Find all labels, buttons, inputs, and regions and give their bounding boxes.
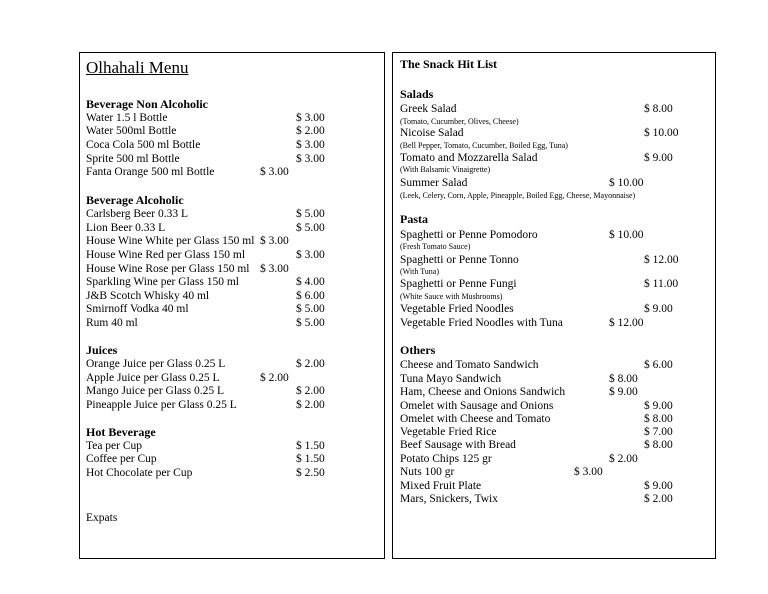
item-name: Beef Sausage with Bread xyxy=(400,439,516,451)
item-price: $ 9.00 xyxy=(644,400,673,412)
item-name: House Wine Rose per Glass 150 ml xyxy=(86,263,250,275)
item-price: $ 8.00 xyxy=(644,103,673,115)
section-heading-alcoholic: Beverage Alcoholic xyxy=(86,193,184,207)
item-description: (White Sauce with Mushrooms) xyxy=(400,292,503,301)
item-name: Nuts 100 gr xyxy=(400,466,455,478)
item-name: J&B Scotch Whisky 40 ml xyxy=(86,290,210,302)
item-name: Tomato and Mozzarella Salad xyxy=(400,152,538,164)
item-price: $ 8.00 xyxy=(609,373,638,385)
item-name: Carlsberg Beer 0.33 L xyxy=(86,208,188,220)
item-price: $ 2.00 xyxy=(609,453,638,465)
item-name: Summer Salad xyxy=(400,177,468,189)
item-name: Omelet with Cheese and Tomato xyxy=(400,413,551,425)
item-name: Lion Beer 0.33 L xyxy=(86,222,166,234)
item-description: (Leek, Celery, Corn, Apple, Pineapple, Boiled Egg, Cheese, Mayonnaise) xyxy=(400,191,636,200)
item-price: $ 2.00 xyxy=(644,493,673,505)
item-name: Mixed Fruit Plate xyxy=(400,480,482,492)
item-description: (Bell Pepper, Tomato, Cucumber, Boiled Egg, Tuna) xyxy=(400,141,568,150)
item-name: House Wine Red per Glass 150 ml xyxy=(86,249,246,261)
item-name: Tea per Cup xyxy=(86,440,143,452)
item-price: $ 2.00 xyxy=(296,125,325,137)
item-price: $ 3.00 xyxy=(296,153,325,165)
item-price: $ 9.00 xyxy=(644,480,673,492)
section-heading-others: Others xyxy=(400,343,436,357)
item-price: $ 1.50 xyxy=(296,453,325,465)
item-price: $ 3.00 xyxy=(260,166,289,178)
item-description: (Fresh Tomato Sauce) xyxy=(400,242,471,251)
section-heading-non-alcoholic: Beverage Non Alcoholic xyxy=(86,97,208,111)
item-price: $ 9.00 xyxy=(609,386,638,398)
item-price: $ 2.00 xyxy=(296,358,325,370)
item-description: (Tomato, Cucumber, Olives, Cheese) xyxy=(400,117,519,126)
item-name: Coffee per Cup xyxy=(86,453,157,465)
item-name: Sparkling Wine per Glass 150 ml xyxy=(86,276,239,288)
item-price: $ 2.00 xyxy=(260,372,289,384)
item-name: Rum 40 ml xyxy=(86,317,138,329)
item-name: Tuna Mayo Sandwich xyxy=(400,373,502,385)
item-name: Ham, Cheese and Onions Sandwich xyxy=(400,386,566,398)
item-name: Water 500ml Bottle xyxy=(86,125,177,137)
item-price: $ 5.00 xyxy=(296,317,325,329)
item-description: (With Balsamic Vinaigrette) xyxy=(400,165,491,174)
item-price: $ 3.00 xyxy=(296,249,325,261)
item-price: $ 3.00 xyxy=(260,263,289,275)
item-name: Water 1.5 l Bottle xyxy=(86,112,168,124)
snack-list-title: The Snack Hit List xyxy=(400,57,498,71)
item-name: Vegetable Fried Noodles with Tuna xyxy=(400,317,563,329)
item-name: House Wine White per Glass 150 ml xyxy=(86,235,255,247)
item-price: $ 1.50 xyxy=(296,440,325,452)
item-price: $ 8.00 xyxy=(644,439,673,451)
item-price: $ 6.00 xyxy=(296,290,325,302)
item-price: $ 5.00 xyxy=(296,208,325,220)
item-name: Orange Juice per Glass 0.25 L xyxy=(86,358,226,370)
item-price: $ 3.00 xyxy=(574,466,603,478)
item-name: Mars, Snickers, Twix xyxy=(400,493,499,505)
item-price: $ 5.00 xyxy=(296,303,325,315)
item-name: Coca Cola 500 ml Bottle xyxy=(86,139,201,151)
item-price: $ 11.00 xyxy=(644,278,679,290)
item-name: Greek Salad xyxy=(400,103,457,115)
item-name: Hot Chocolate per Cup xyxy=(86,467,193,479)
item-name: Potato Chips 125 gr xyxy=(400,453,492,465)
item-name: Fanta Orange 500 ml Bottle xyxy=(86,166,215,178)
section-heading-hot-beverage: Hot Beverage xyxy=(86,425,156,439)
item-price: $ 4.00 xyxy=(296,276,325,288)
item-price: $ 12.00 xyxy=(644,254,679,266)
item-name: Cheese and Tomato Sandwich xyxy=(400,359,539,371)
item-name: Spaghetti or Penne Tonno xyxy=(400,254,519,266)
item-price: $ 3.00 xyxy=(260,235,289,247)
item-price: $ 5.00 xyxy=(296,222,325,234)
item-name: Sprite 500 ml Bottle xyxy=(86,153,180,165)
section-heading-pasta: Pasta xyxy=(400,212,428,226)
section-heading-juices: Juices xyxy=(86,343,118,357)
left-menu-panel xyxy=(79,52,385,559)
item-name: Mango Juice per Glass 0.25 L xyxy=(86,385,224,397)
item-name: Vegetable Fried Noodles xyxy=(400,303,514,315)
item-price: $ 2.00 xyxy=(296,385,325,397)
item-price: $ 3.00 xyxy=(296,112,325,124)
item-name: Smirnoff Vodka 40 ml xyxy=(86,303,189,315)
item-price: $ 2.00 xyxy=(296,399,325,411)
item-price: $ 10.00 xyxy=(609,177,644,189)
item-name: Nicoise Salad xyxy=(400,127,464,139)
item-price: $ 10.00 xyxy=(644,127,679,139)
item-price: $ 10.00 xyxy=(609,229,644,241)
item-name: Apple Juice per Glass 0.25 L xyxy=(86,372,220,384)
item-price: $ 8.00 xyxy=(644,413,673,425)
item-price: $ 7.00 xyxy=(644,426,673,438)
snack-list-panel xyxy=(392,52,716,559)
item-name: Vegetable Fried Rice xyxy=(400,426,497,438)
item-name: Spaghetti or Penne Fungi xyxy=(400,278,517,290)
footer-text: Expats xyxy=(86,512,118,524)
item-price: $ 12.00 xyxy=(609,317,644,329)
item-name: Spaghetti or Penne Pomodoro xyxy=(400,229,538,241)
item-name: Pineapple Juice per Glass 0.25 L xyxy=(86,399,237,411)
item-name: Omelet with Sausage and Onions xyxy=(400,400,554,412)
section-heading-salads: Salads xyxy=(400,87,434,101)
item-price: $ 3.00 xyxy=(296,139,325,151)
item-description: (With Tuna) xyxy=(400,267,440,276)
item-price: $ 2.50 xyxy=(296,467,325,479)
item-price: $ 6.00 xyxy=(644,359,673,371)
item-price: $ 9.00 xyxy=(644,303,673,315)
menu-title: Olhahali Menu xyxy=(86,58,189,77)
item-price: $ 9.00 xyxy=(644,152,673,164)
